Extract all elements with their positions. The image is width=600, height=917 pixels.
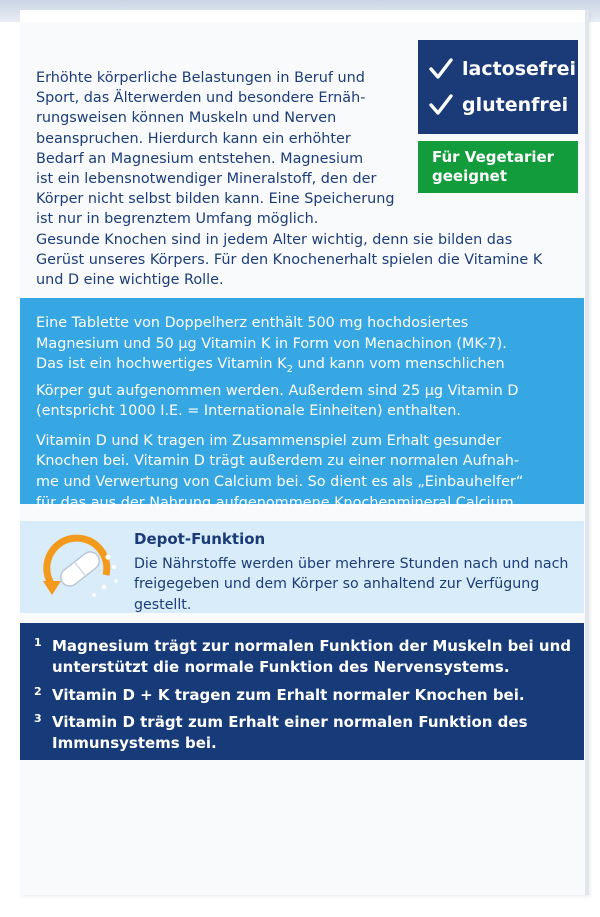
vegetarian-label-line-1: Für Vegetarier — [432, 148, 555, 166]
claim-line: unterstützt die normale Funktion des Nervensystems. — [52, 657, 510, 676]
intro-line: Erhöhte körperliche Belastungen in Beruf und — [36, 70, 365, 86]
intro-line: Körper nicht selbst bilden kann. Eine Speicherung — [36, 191, 395, 208]
info-line: me und Verwertung von Calcium bei. So dient es als „Einbauhelfer“ — [36, 474, 524, 491]
info-line: Das ist ein hochwertiges Vitamin K — [36, 356, 287, 373]
claim-line: Immunsystems bei. — [52, 733, 217, 752]
check-icon — [428, 56, 454, 82]
package-top-flap — [20, 10, 585, 22]
claim-text — [52, 712, 574, 754]
check-icon — [428, 92, 454, 118]
info-line: Knochen bei. Vitamin D trägt außerdem zu einer normalen Aufnah- — [36, 453, 520, 470]
depot-function-box — [20, 521, 584, 613]
info-subscript: 2 — [286, 364, 293, 376]
claim-number: 2 — [34, 685, 42, 698]
claim-text — [52, 685, 574, 706]
claim-line: Vitamin D + K tragen zum Erhalt normaler Knochen bei. — [52, 686, 525, 704]
claim-text — [52, 636, 574, 678]
info-line: für das aus der Nahrung aufgenommene Knochenmineral Calcium. — [36, 494, 519, 511]
depot-description: Die Nährstoffe werden über mehrere Stunden nach und nach freigegeben und dem Körper so anhaltend zur Verfügung gestellt. — [134, 556, 569, 613]
info-paragraph-2 — [36, 431, 584, 513]
intro-line: Sport, das Älterwerden und besondere Ernäh- — [36, 90, 366, 107]
intro-line: rungsweisen können Muskeln und Nerven — [36, 110, 337, 127]
claim-number: 1 — [34, 636, 42, 649]
lactose-free-row — [428, 52, 576, 86]
info-paragraph-1 — [36, 313, 584, 422]
gluten-free-row — [428, 88, 568, 122]
lactose-gluten-badge — [418, 40, 578, 134]
product-info-box — [20, 298, 584, 511]
intro-line: ist ein lebensnotwendiger Mineralstoff, den der — [36, 171, 377, 188]
intro-line: und D eine wichtige Rolle. — [36, 272, 224, 289]
claim-item — [34, 712, 574, 754]
info-line: Eine Tablette von Doppelherz enthält 500 mg hochdosiertes — [36, 315, 469, 331]
slow-release-tablet-icon — [34, 529, 134, 607]
claim-item — [34, 636, 574, 678]
info-line: Vitamin D und K tragen im Zusammenspiel zum Erhalt gesunder — [36, 432, 502, 449]
lactose-free-label: lactosefrei — [462, 58, 576, 80]
intro-line: Bedarf an Magnesium entstehen. Magnesium — [36, 150, 364, 167]
depot-title: Depot-Funktion — [134, 530, 266, 548]
intro-line: Gerüst unseres Körpers. Für den Knochenerhalt spielen die Vitamine K — [36, 251, 543, 268]
info-line: Magnesium und 50 µg Vitamin K in Form von Menachinon (MK-7). — [36, 335, 507, 352]
claim-number: 3 — [34, 712, 42, 725]
intro-line: beanspruchen. Hierdurch kann ein erhöhter — [36, 130, 351, 147]
intro-line: ist nur in begrenztem Umfang möglich. — [36, 211, 319, 228]
gluten-free-label: glutenfrei — [462, 94, 569, 116]
health-claims-box — [20, 623, 584, 760]
info-line-rest: und kann vom menschlichen — [292, 356, 505, 373]
intro-paragraph-2 — [36, 230, 584, 291]
vegetarian-label-line-2: geeignet — [432, 167, 507, 185]
intro-line: Gesunde Knochen sind in jedem Alter wichtig, denn sie bilden das — [36, 231, 513, 248]
claim-line: Magnesium trägt zur normalen Funktion der Muskeln bei und — [52, 637, 572, 655]
vegetarian-badge — [418, 141, 578, 193]
info-line: Körper gut aufgenommen werden. Außerdem sind 25 µg Vitamin D — [36, 382, 519, 399]
claim-line: Vitamin D trägt zum Erhalt einer normalen Funktion des — [52, 713, 528, 731]
info-line: (entspricht 1000 I.E. = Internationale Einheiten) enthalten. — [36, 403, 461, 420]
claim-item — [34, 685, 574, 706]
